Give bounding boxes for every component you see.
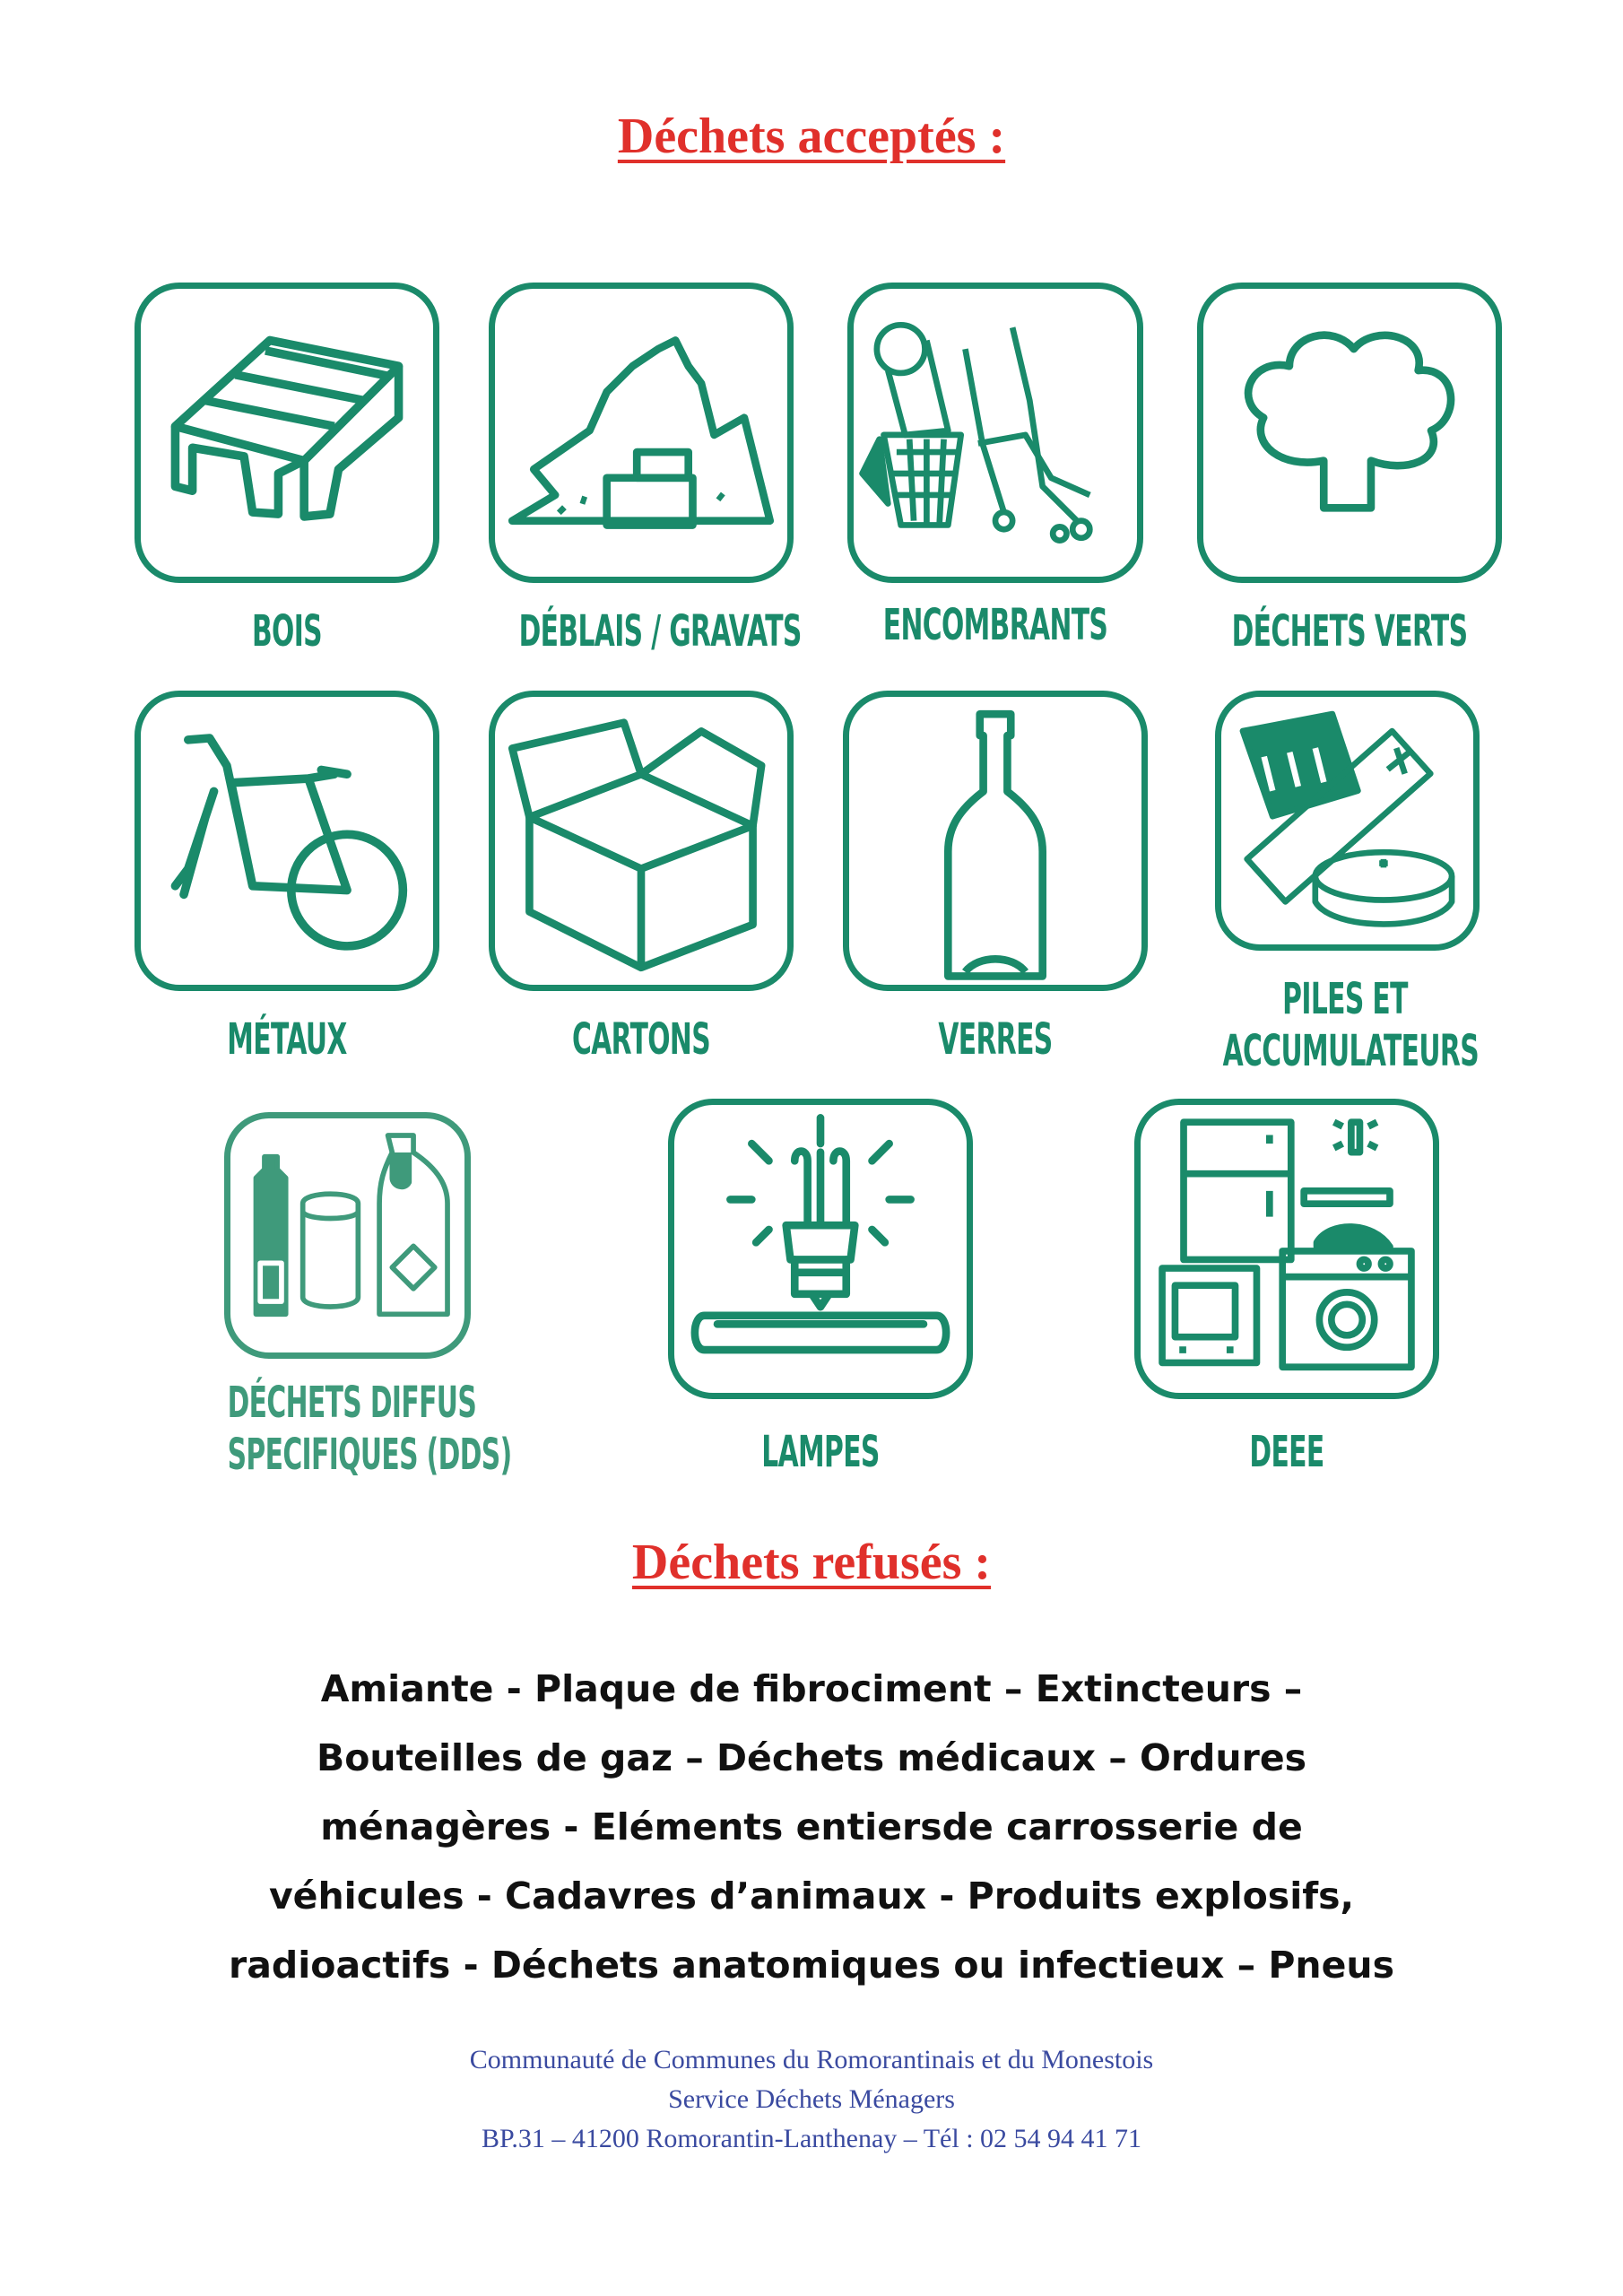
refused-line: véhicules - Cadavres d’animaux - Produits explosifs, bbox=[268, 1874, 1355, 1918]
electrical-appliances-icon bbox=[1141, 1105, 1433, 1393]
tile-deee bbox=[1134, 1099, 1439, 1399]
label-metaux: MÉTAUX bbox=[227, 1014, 347, 1065]
label-piles-line2: ACCUMULATEURS bbox=[1222, 1026, 1480, 1076]
label-bois: BOIS bbox=[251, 606, 323, 657]
label-dechets-verts: DÉCHETS VERTS bbox=[1231, 606, 1468, 657]
label-deblais: DÉBLAIS / GRAVATS bbox=[518, 606, 802, 657]
footer-contact: BP.31 – 41200 Romorantin-Lanthenay – Tél : 02 54 94 41 71 bbox=[481, 2124, 1142, 2153]
tile-deblais bbox=[489, 283, 794, 583]
tile-bois bbox=[135, 283, 439, 583]
rubble-icon bbox=[495, 289, 787, 577]
label-dds bbox=[227, 1377, 512, 1481]
label-encombrants: ENCOMBRANTS bbox=[882, 600, 1108, 650]
label-deee: DEEE bbox=[1249, 1427, 1324, 1477]
refused-heading: Déchets refusés : bbox=[631, 1535, 992, 1590]
label-verres: VERRES bbox=[938, 1014, 1053, 1065]
tree-icon bbox=[1203, 289, 1496, 577]
glass-bottle-icon bbox=[849, 697, 1141, 985]
batteries-icon bbox=[1221, 697, 1473, 944]
label-piles-line1: PILES ET bbox=[1282, 974, 1408, 1024]
accepted-heading: Déchets acceptés : bbox=[617, 109, 1006, 164]
tile-cartons bbox=[489, 691, 794, 991]
bicycle-icon bbox=[141, 697, 433, 985]
hazardous-containers-icon bbox=[230, 1118, 464, 1352]
cardboard-box-icon bbox=[495, 697, 787, 985]
label-dds-line1: DÉCHETS DIFFUS bbox=[227, 1378, 477, 1428]
tile-dechets-verts bbox=[1197, 283, 1502, 583]
label-lampes: LAMPES bbox=[761, 1427, 880, 1477]
tile-metaux bbox=[135, 691, 439, 991]
label-dds-line2: SPECIFIQUES (DDS) bbox=[227, 1430, 512, 1480]
footer-address bbox=[0, 2040, 1623, 2159]
refused-list bbox=[108, 1655, 1515, 2000]
footer-service: Service Déchets Ménagers bbox=[668, 2084, 955, 2114]
tile-dds bbox=[224, 1112, 471, 1359]
wood-pallet-icon bbox=[141, 289, 433, 577]
footer-organization: Communauté de Communes du Romorantinais et du Monestois bbox=[469, 2045, 1154, 2074]
tile-verres bbox=[843, 691, 1148, 991]
label-piles bbox=[1222, 973, 1480, 1077]
tile-encombrants bbox=[847, 283, 1143, 583]
label-cartons: CARTONS bbox=[571, 1014, 711, 1065]
tile-lampes bbox=[668, 1099, 973, 1399]
bulky-items-icon bbox=[854, 289, 1137, 577]
refused-line: Amiante - Plaque de fibrociment – Extincteurs – bbox=[320, 1667, 1303, 1710]
refused-line: ménagères - Eléments entiersde carrosserie de bbox=[320, 1805, 1303, 1848]
refused-line: radioactifs - Déchets anatomiques ou infectieux – Pneus bbox=[229, 1944, 1394, 1987]
light-bulb-icon bbox=[674, 1105, 967, 1393]
tile-piles bbox=[1215, 691, 1480, 951]
refused-line: Bouteilles de gaz – Déchets médicaux – Ordures bbox=[316, 1736, 1307, 1779]
